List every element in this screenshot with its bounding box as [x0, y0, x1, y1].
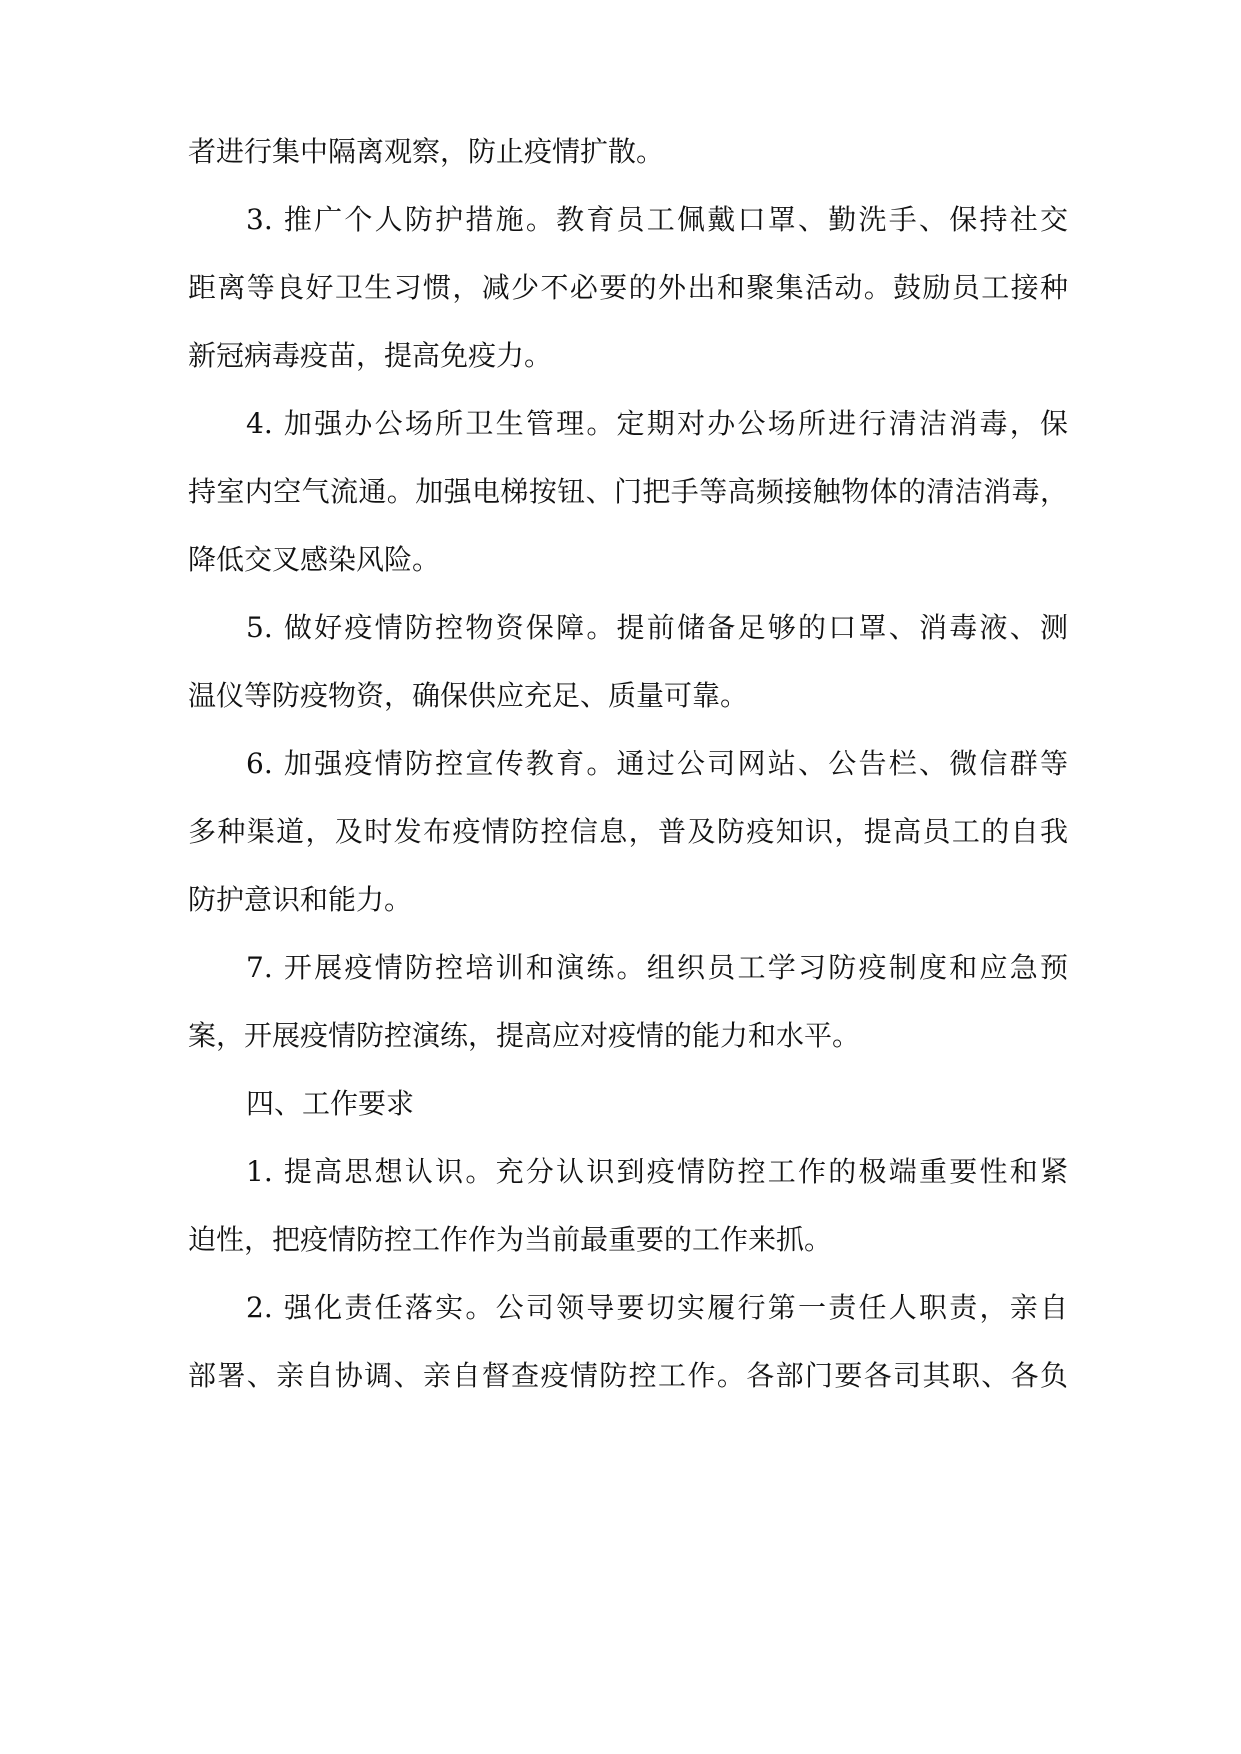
paragraph-line: 距离等良好卫生习惯，减少不必要的外出和聚集活动。鼓励员工接种 [188, 271, 1068, 304]
paragraph-line: 温仪等防疫物资，确保供应充足、质量可靠。 [188, 679, 749, 712]
list-item-6-line: 6. 加强疫情防控宣传教育。通过公司网站、公告栏、微信群等 [246, 747, 1068, 780]
paragraph-line: 降低交叉感染风险。 [188, 543, 441, 576]
paragraph-line: 迫性，把疫情防控工作作为当前最重要的工作来抓。 [188, 1223, 833, 1256]
paragraph-line: 案，开展疫情防控演练，提高应对疫情的能力和水平。 [188, 1019, 861, 1052]
list-item-4-line: 4. 加强办公场所卫生管理。定期对办公场所进行清洁消毒，保 [246, 407, 1068, 440]
paragraph-line: 持室内空气流通。加强电梯按钮、门把手等高频接触物体的清洁消毒， [188, 475, 1068, 508]
list-item-7-line: 7. 开展疫情防控培训和演练。组织员工学习防疫制度和应急预 [246, 951, 1068, 984]
paragraph-line: 者进行集中隔离观察，防止疫情扩散。 [188, 135, 665, 168]
list-item-2-line: 2. 强化责任落实。公司领导要切实履行第一责任人职责，亲自 [246, 1291, 1068, 1324]
list-item-1-line: 1. 提高思想认识。充分认识到疫情防控工作的极端重要性和紧 [246, 1155, 1068, 1188]
paragraph-line: 部署、亲自协调、亲自督查疫情防控工作。各部门要各司其职、各负 [188, 1359, 1068, 1392]
list-item-3-line: 3. 推广个人防护措施。教育员工佩戴口罩、勤洗手、保持社交 [246, 203, 1068, 236]
list-item-5-line: 5. 做好疫情防控物资保障。提前储备足够的口罩、消毒液、测 [246, 611, 1068, 644]
paragraph-line: 防护意识和能力。 [188, 883, 413, 916]
paragraph-line: 新冠病毒疫苗，提高免疫力。 [188, 339, 553, 372]
paragraph-line: 多种渠道，及时发布疫情防控信息，普及防疫知识，提高员工的自我 [188, 815, 1068, 848]
section-heading: 四、工作要求 [246, 1087, 415, 1120]
